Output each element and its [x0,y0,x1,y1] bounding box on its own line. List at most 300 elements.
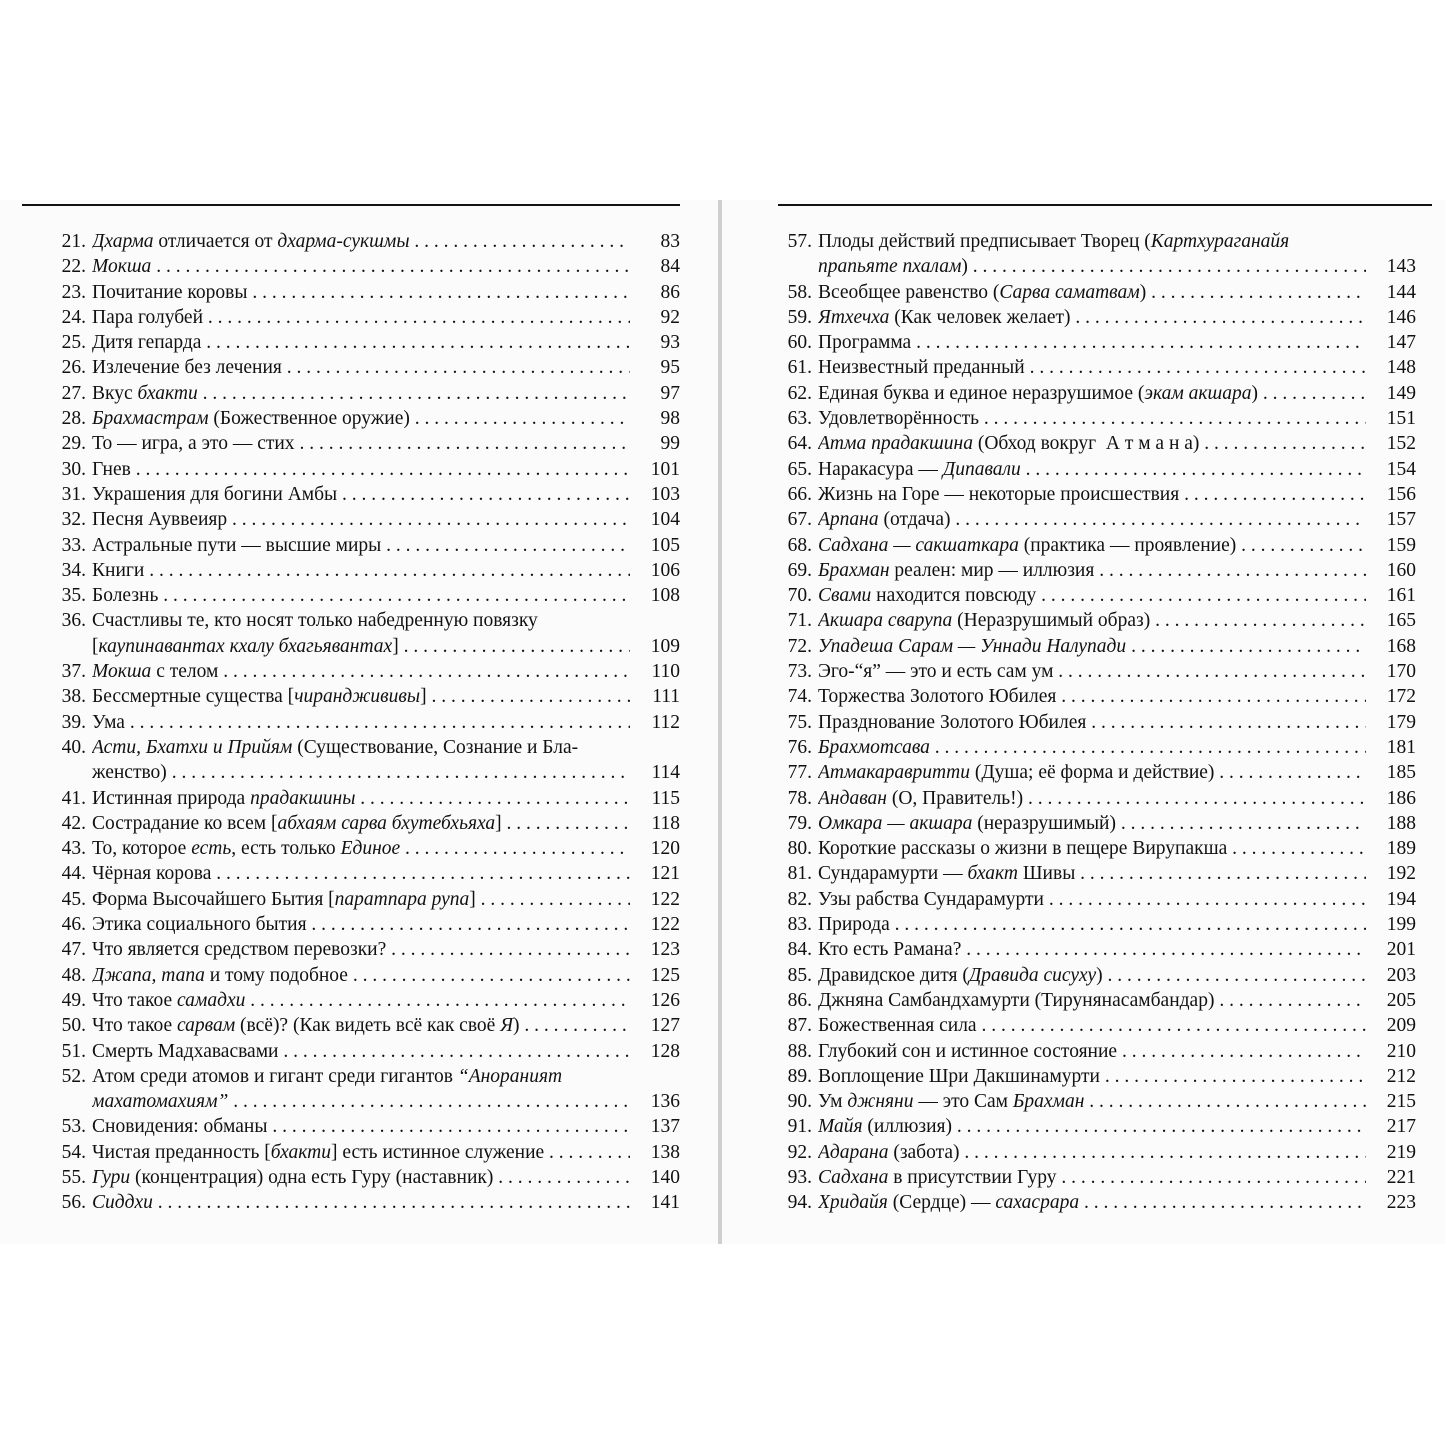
toc-entry [36,533,680,558]
page-number: 156 [1386,483,1416,505]
page-number: 203 [1386,964,1416,986]
entry-title: Короткие рассказы о жизни в пещере Вирупакша . . . [818,836,1366,861]
toc-entry [36,507,680,532]
toc-entry [762,482,1416,507]
entry-title: Этика социального бытия . . . [92,912,630,937]
page-number: 179 [1386,711,1416,733]
entry-number: 31. [61,483,86,505]
toc-entry [762,558,1416,583]
page-number: 126 [650,989,680,1011]
page-number: 147 [1386,332,1416,354]
page-number: 112 [651,711,680,733]
page-number: 160 [1386,559,1416,581]
entry-title: Джняна Самбандхамурти (Тирунянасамбандар) . . . [818,988,1366,1013]
page-number: 172 [1386,686,1416,708]
toc-entry [36,1140,680,1165]
entry-title: Плоды действий предписывает Творец (Картхураганайя прапьяте пхалам) . . . [818,229,1366,280]
page-number: 108 [650,585,680,607]
entry-title: Атма прадакшина (Обход вокруг А т м а н а) . . . [818,431,1366,456]
toc-entry [762,684,1416,709]
entry-number: 45. [61,888,86,910]
top-rule [22,204,680,206]
toc-entry [36,431,680,456]
top-rule [778,204,1432,206]
entry-number: 62. [787,382,812,404]
entry-title: Мокша с телом . . . [92,659,630,684]
page-number: 159 [1386,534,1416,556]
page-number: 99 [660,433,680,455]
toc-entry [762,1039,1416,1064]
page-number: 105 [650,534,680,556]
entry-title: Жизнь на Горе — некоторые происшествия . . . [818,482,1366,507]
toc-entry [36,1165,680,1190]
right-page [722,200,1445,1244]
entry-title: Хридайя (Сердце) — сахасрара . . . [818,1190,1366,1215]
entry-number: 46. [61,914,86,936]
entry-title: Акшара сварупа (Неразрушимый образ) . . . [818,608,1366,633]
toc-entry [762,861,1416,886]
page-number: 93 [660,332,680,354]
entry-title: Гнев . . . [92,457,630,482]
toc-entry [762,608,1416,633]
entry-number: 27. [61,382,86,404]
toc-entry [762,710,1416,735]
entry-number: 82. [787,888,812,910]
toc-entry [762,659,1416,684]
entry-number: 73. [787,661,812,683]
entry-number: 53. [61,1116,86,1138]
entry-number: 92. [787,1141,812,1163]
page-number: 120 [650,838,680,860]
entry-number: 29. [61,433,86,455]
entry-number: 63. [787,408,812,430]
entry-number: 58. [787,281,812,303]
entry-number: 78. [787,787,812,809]
entry-number: 37. [61,661,86,683]
entry-number: 77. [787,762,812,784]
entry-title: Майя (иллюзия) . . . [818,1114,1366,1139]
toc-entry [36,254,680,279]
page-number: 194 [1386,888,1416,910]
entry-number: 85. [787,964,812,986]
toc-entry [36,786,680,811]
toc-entry [36,963,680,988]
entry-number: 61. [787,357,812,379]
entry-number: 54. [61,1141,86,1163]
page-number: 140 [650,1166,680,1188]
entry-title: Омкара — акшара (неразрушимый) . . . [818,811,1366,836]
entry-title: Кто есть Рамана? . . . [818,937,1366,962]
toc-entry [762,887,1416,912]
entry-title: Украшения для богини Амбы . . . [92,482,630,507]
toc-entry [762,836,1416,861]
toc-entry [36,305,680,330]
entry-number: 47. [61,939,86,961]
entry-title: Эго-“я” — это и есть сам ум . . . [818,659,1366,684]
entry-number: 88. [787,1040,812,1062]
toc-entry [762,330,1416,355]
entry-title: Ятхечха (Как человек желает) . . . [818,305,1366,330]
toc-entry [762,1140,1416,1165]
entry-number: 64. [787,433,812,455]
page-number: 152 [1386,433,1416,455]
toc-entry [762,406,1416,431]
entry-title: Атмакаравритти (Душа; её форма и действие) . . . [818,760,1366,785]
entry-number: 36. [61,610,86,632]
entry-title: Сновидения: обманы . . . [92,1114,630,1139]
toc-entry [762,937,1416,962]
entry-number: 57. [787,231,812,252]
entry-title: Всеобщее равенство (Сарва саматвам) . . . [818,280,1366,305]
entry-number: 70. [787,585,812,607]
entry-title: Счастливы те, кто носят только набедренную повязку [каупинавантах кхалу бхагьявантах] . . . [92,608,630,659]
toc-entry [36,659,680,684]
entry-title: Садхана — сакшаткара (практика — проявление) . . . [818,533,1366,558]
entry-number: 33. [61,534,86,556]
page-number: 148 [1386,357,1416,379]
entry-title: Ум джняни — это Сам Брахман . . . [818,1089,1366,1114]
toc-entry [36,457,680,482]
entry-number: 60. [787,332,812,354]
entry-number: 80. [787,838,812,860]
toc-entry [36,1114,680,1139]
page-number: 103 [650,483,680,505]
entry-title: Свами находится повсюду . . . [818,583,1366,608]
entry-title: Программа . . . [818,330,1366,355]
toc-entry [762,355,1416,380]
toc-entry [762,1013,1416,1038]
page-number: 118 [651,812,680,834]
entry-number: 22. [61,256,86,278]
page-number: 97 [660,382,680,404]
toc-entry [36,836,680,861]
entry-title: Андаван (О, Правитель!) . . . [818,786,1366,811]
toc-entry [762,533,1416,558]
entry-number: 89. [787,1065,812,1087]
entry-number: 91. [787,1116,812,1138]
page-number: 83 [660,231,680,252]
entry-title: Болезнь . . . [92,583,630,608]
toc-entry [36,912,680,937]
toc-entry [762,381,1416,406]
entry-number: 87. [787,1015,812,1037]
toc-entry [762,583,1416,608]
entry-title: Садхана в присутствии Гуру . . . [818,1165,1366,1190]
toc-entry [36,381,680,406]
entry-number: 49. [61,989,86,1011]
entry-number: 72. [787,635,812,657]
page-number: 185 [1386,762,1416,784]
entry-number: 81. [787,863,812,885]
toc-entry [36,988,680,1013]
entry-title: Неизвестный преданный . . . [818,355,1366,380]
entry-title: Брахмотсава . . . [818,735,1366,760]
entry-title: Божественная сила . . . [818,1013,1366,1038]
entry-number: 68. [787,534,812,556]
entry-title: Дхарма отличается от дхарма-сукшмы . . . [92,229,630,254]
page-number: 168 [1386,635,1416,657]
entry-number: 48. [61,964,86,986]
toc-entry [36,330,680,355]
page-number: 136 [650,1091,680,1113]
page-number: 223 [1386,1192,1416,1214]
page-number: 128 [650,1040,680,1062]
toc-entry [36,1064,680,1115]
entry-title: Что является средством перевозки? . . . [92,937,630,962]
toc-entry [36,735,680,786]
entry-title: Форма Высочайшего Бытия [паратпара рупа] . . . [92,887,630,912]
toc-entry [762,760,1416,785]
entry-title: Удовлетворённость . . . [818,406,1366,431]
page-number: 144 [1386,281,1416,303]
entry-title: Узы рабства Сундарамурти . . . [818,887,1366,912]
toc-entry [36,406,680,431]
entry-title: Гури (концентрация) одна есть Гуру (наставник) . . . [92,1165,630,1190]
toc-entry [36,710,680,735]
entry-number: 23. [61,281,86,303]
entry-number: 93. [787,1166,812,1188]
page-number: 151 [1386,408,1416,430]
entry-number: 34. [61,559,86,581]
entry-title: Астральные пути — высшие миры . . . [92,533,630,558]
entry-title: Сундарамурти — бхакт Шивы . . . [818,861,1366,886]
page-number: 181 [1386,736,1416,758]
page-number: 141 [650,1192,680,1214]
entry-title: Глубокий сон и истинное состояние . . . [818,1039,1366,1064]
entry-title: Чёрная корова . . . [92,861,630,886]
toc-entry [762,912,1416,937]
entry-number: 90. [787,1091,812,1113]
entry-number: 84. [787,939,812,961]
page-number: 188 [1386,812,1416,834]
entry-number: 83. [787,914,812,936]
toc-entry [762,1089,1416,1114]
page-number: 189 [1386,838,1416,860]
entry-number: 52. [61,1065,86,1087]
page-number: 95 [660,357,680,379]
page-number: 149 [1386,382,1416,404]
entry-title: Излечение без лечения . . . [92,355,630,380]
entry-title: Книги . . . [92,558,630,583]
entry-number: 30. [61,458,86,480]
toc-entry [762,1190,1416,1215]
entry-title: Почитание коровы . . . [92,280,630,305]
page-number: 192 [1386,863,1416,885]
toc-entry [36,229,680,254]
toc-entry [762,507,1416,532]
toc-entry [762,735,1416,760]
page-number: 98 [660,408,680,430]
entry-number: 41. [61,787,86,809]
entry-title: Адарана (забота) . . . [818,1140,1366,1165]
page-number: 122 [650,914,680,936]
toc-entry [36,887,680,912]
page-number: 114 [651,762,680,784]
entry-number: 59. [787,306,812,328]
table-of-contents [36,229,680,1216]
toc-entry [762,786,1416,811]
entry-number: 94. [787,1192,812,1214]
entry-number: 35. [61,585,86,607]
toc-entry [36,861,680,886]
page-number: 101 [650,458,680,480]
entry-title: Песня Ауввеияр . . . [92,507,630,532]
page-number: 104 [650,509,680,531]
entry-number: 50. [61,1015,86,1037]
entry-number: 71. [787,610,812,632]
page-number: 170 [1386,661,1416,683]
page-number: 205 [1386,989,1416,1011]
toc-entry [762,1064,1416,1089]
entry-title: Арпана (отдача) . . . [818,507,1366,532]
toc-entry [36,280,680,305]
toc-entry [762,431,1416,456]
entry-number: 51. [61,1040,86,1062]
entry-number: 69. [787,559,812,581]
entry-number: 24. [61,306,86,328]
toc-entry [36,482,680,507]
toc-entry [36,355,680,380]
entry-number: 55. [61,1166,86,1188]
page-number: 157 [1386,509,1416,531]
entry-title: То — игра, а это — стих . . . [92,431,630,456]
entry-title: Торжества Золотого Юбилея . . . [818,684,1366,709]
entry-number: 79. [787,812,812,834]
toc-entry [36,1013,680,1038]
entry-title: Что такое сарвам (всё)? (Как видеть всё как своё Я) . . . [92,1013,630,1038]
entry-title: Дравидское дитя (Дравида сисуху) . . . [818,963,1366,988]
page-number: 221 [1386,1166,1416,1188]
entry-number: 42. [61,812,86,834]
page-number: 84 [660,256,680,278]
toc-entry [36,684,680,709]
page-number: 111 [652,686,680,708]
entry-number: 86. [787,989,812,1011]
toc-entry [36,1039,680,1064]
page-number: 186 [1386,787,1416,809]
entry-title: Дитя гепарда . . . [92,330,630,355]
entry-number: 32. [61,509,86,531]
entry-title: Джапа, тапа и тому подобное . . . [92,963,630,988]
toc-entry [762,988,1416,1013]
toc-entry [762,1114,1416,1139]
entry-title: Мокша . . . [92,254,630,279]
entry-title: Сострадание ко всем [абхаям сарва бхутебхьяха] . . . [92,811,630,836]
toc-entry [36,583,680,608]
page-number: 110 [651,661,680,683]
toc-entry [36,558,680,583]
entry-title: Истинная природа прадакшины . . . [92,786,630,811]
toc-entry [762,457,1416,482]
toc-entry [762,229,1416,280]
page-number: 121 [650,863,680,885]
page-number: 86 [660,281,680,303]
entry-title: Единая буква и единое неразрушимое (экам акшара) . . . [818,381,1366,406]
page-number: 125 [650,964,680,986]
entry-number: 44. [61,863,86,885]
entry-title: Брахмастрам (Божественное оружие) . . . [92,406,630,431]
toc-entry [762,963,1416,988]
left-page [0,200,718,1244]
entry-title: Пара голубей . . . [92,305,630,330]
entry-title: Природа . . . [818,912,1366,937]
page-number: 146 [1386,306,1416,328]
entry-number: 21. [61,231,86,252]
toc-entry [36,937,680,962]
entry-title: Брахман реален: мир — иллюзия . . . [818,558,1366,583]
page-number: 209 [1386,1015,1416,1037]
page-number: 115 [651,787,680,809]
page-number: 137 [650,1116,680,1138]
entry-title: Сиддхи . . . [92,1190,630,1215]
entry-title: Асти, Бхатхи и Прийям (Существование, Сознание и Бла- женство) . . . [92,735,630,786]
page-number: 212 [1386,1065,1416,1087]
page-number: 201 [1386,939,1416,961]
page-number: 138 [650,1141,680,1163]
entry-number: 43. [61,838,86,860]
page-number: 122 [650,888,680,910]
entry-title: Ума . . . [92,710,630,735]
entry-title: Упадеша Сарам — Уннади Налупади . . . [818,634,1366,659]
page-number: 215 [1386,1091,1416,1113]
toc-entry [762,1165,1416,1190]
page-number: 127 [650,1015,680,1037]
entry-title: Воплощение Шри Дакшинамурти . . . [818,1064,1366,1089]
entry-number: 76. [787,736,812,758]
entry-number: 25. [61,332,86,354]
entry-title: Празднование Золотого Юбилея . . . [818,710,1366,735]
entry-number: 65. [787,458,812,480]
page-number: 210 [1386,1040,1416,1062]
toc-entry [762,811,1416,836]
page-number: 199 [1386,914,1416,936]
entry-title: То, которое есть, есть только Единое . . . [92,836,630,861]
entry-title: Чистая преданность [бхакти] есть истинное служение . . . [92,1140,630,1165]
page-number: 219 [1386,1141,1416,1163]
entry-number: 28. [61,408,86,430]
entry-number: 56. [61,1192,86,1214]
entry-title: Что такое самадхи . . . [92,988,630,1013]
toc-entry [36,608,680,659]
entry-title: Атом среди атомов и гигант среди гигантов “Аноранияm махатомахиям” . . . [92,1064,630,1115]
entry-number: 40. [61,736,86,758]
toc-entry [762,634,1416,659]
entry-number: 26. [61,357,86,379]
toc-entry [762,280,1416,305]
entry-number: 38. [61,686,86,708]
page-number: 123 [650,939,680,961]
entry-title: Наракасура — Дипавали . . . [818,457,1366,482]
page-number: 143 [1386,256,1416,278]
table-of-contents [762,229,1416,1216]
page-number: 109 [650,635,680,657]
entry-number: 39. [61,711,86,733]
page-number: 217 [1386,1116,1416,1138]
entry-title: Смерть Мадхавасвами . . . [92,1039,630,1064]
page-number: 165 [1386,610,1416,632]
entry-title: Бессмертные существа [чиранджививы] . . . [92,684,630,709]
toc-entry [36,1190,680,1215]
page-number: 92 [660,306,680,328]
entry-number: 67. [787,509,812,531]
entry-number: 75. [787,711,812,733]
page-number: 154 [1386,458,1416,480]
entry-title: Вкус бхакти . . . [92,381,630,406]
entry-number: 66. [787,483,812,505]
toc-entry [762,305,1416,330]
page-number: 106 [650,559,680,581]
toc-entry [36,811,680,836]
